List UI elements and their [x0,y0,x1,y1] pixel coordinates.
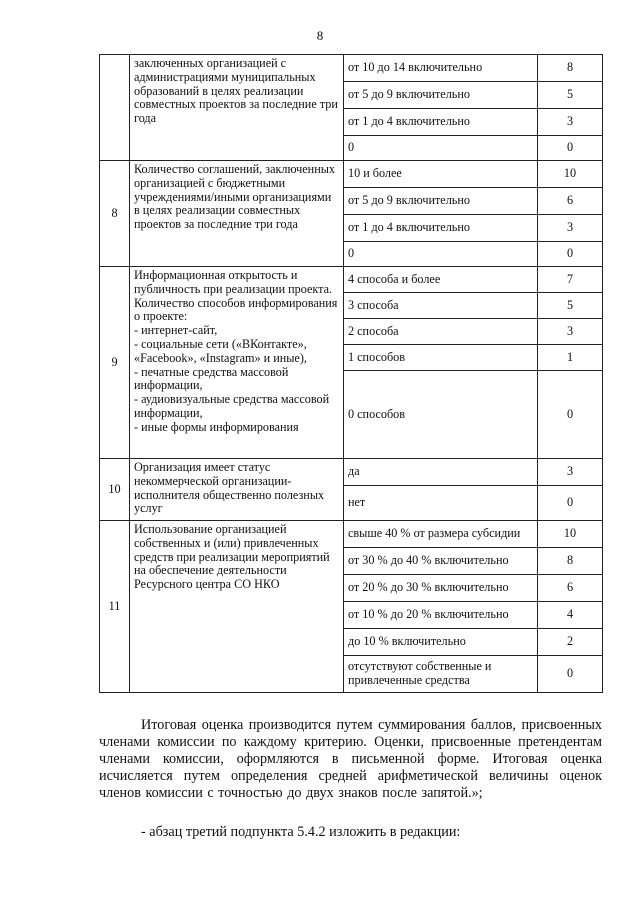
criterion-option: 0 способов [344,371,538,459]
criterion-score: 8 [538,55,603,82]
criterion-option: 1 способов [344,345,538,371]
criterion-option: 2 способа [344,319,538,345]
criterion-option: от 10 % до 20 % включительно [344,602,538,629]
criterion-option: 0 [344,242,538,267]
criterion-option: от 5 до 9 включительно [344,82,538,109]
criterion-score: 1 [538,345,603,371]
criterion-score: 0 [538,136,603,161]
criterion-score: 3 [538,215,603,242]
criterion-score: 6 [538,575,603,602]
criterion-score: 3 [538,459,603,486]
criterion-option: 10 и более [344,161,538,188]
criterion-option: от 10 до 14 включительно [344,55,538,82]
criterion-number [100,55,130,161]
criterion-score: 3 [538,319,603,345]
criterion-option: от 30 % до 40 % включительно [344,548,538,575]
criterion-option: от 1 до 4 включительно [344,215,538,242]
criterion-description: Информационная открытость и публичность при реализации проекта. Количество способов информирования о проекте: - интернет-сайт, - социальные сети («ВКонтакте», «Facebook», «Instagram» и иные), - печатные средства массовой информации, - аудиовизуальные средства массовой информации, - иные формы информирования [130,267,344,459]
criterion-score: 0 [538,371,603,459]
criterion-score: 5 [538,82,603,109]
criterion-number: 9 [100,267,130,459]
criterion-option: от 5 до 9 включительно [344,188,538,215]
criterion-score: 3 [538,109,603,136]
criterion-option: да [344,459,538,486]
criterion-number: 10 [100,459,130,521]
criterion-score: 7 [538,267,603,293]
criterion-option: свыше 40 % от размера субсидии [344,521,538,548]
amendment-paragraph: - абзац третий подпункта 5.4.2 изложить в редакции: [141,824,461,840]
criterion-option: до 10 % включительно [344,629,538,656]
criterion-option: от 1 до 4 включительно [344,109,538,136]
criterion-option: 4 способа и более [344,267,538,293]
criterion-description: Использование организацией собственных и (или) привлеченных средств при реализации мероприятий на обеспечение деятельности Ресурсного центра СО НКО [130,521,344,693]
criterion-score: 8 [538,548,603,575]
criterion-score: 10 [538,161,603,188]
criterion-score: 6 [538,188,603,215]
page-number: 8 [316,28,324,43]
criterion-option: от 20 % до 30 % включительно [344,575,538,602]
criterion-score: 5 [538,293,603,319]
criterion-score: 10 [538,521,603,548]
criterion-score: 2 [538,629,603,656]
table-row [100,521,603,548]
criterion-score: 4 [538,602,603,629]
table-row [100,459,603,486]
criterion-option: 0 [344,136,538,161]
criterion-option: нет [344,486,538,521]
criterion-score: 0 [538,486,603,521]
final-score-paragraph: Итоговая оценка производится путем суммирования баллов, присвоенных членами комиссии по каждому критерию. Оценки, присвоенные претендентам членами комиссии, оформляются в письменной форме. Итоговая оценка исчисляется путем определения средней арифметической величины оценок членов комиссии с точностью до двух знаков после запятой.»; [99,717,602,801]
criterion-description: Организация имеет статус некоммерческой организации-исполнителя общественно полезных услуг [130,459,344,521]
table-row [100,55,603,82]
criterion-option: отсутствуют собственные и привлеченные средства [344,656,538,693]
criterion-option: 3 способа [344,293,538,319]
criterion-score: 0 [538,656,603,693]
criterion-number: 11 [100,521,130,693]
table-row [100,267,603,293]
criterion-description: Количество соглашений, заключенных организацией с бюджетными учреждениями/иными организациями в целях реализации совместных проектов за последние три года [130,161,344,267]
criterion-score: 0 [538,242,603,267]
criterion-number: 8 [100,161,130,267]
criterion-description: заключенных организацией с администрациями муниципальных образований в целях реализации совместных проектов за последние три года [130,55,344,161]
criteria-table [99,54,603,693]
table-row [100,161,603,188]
